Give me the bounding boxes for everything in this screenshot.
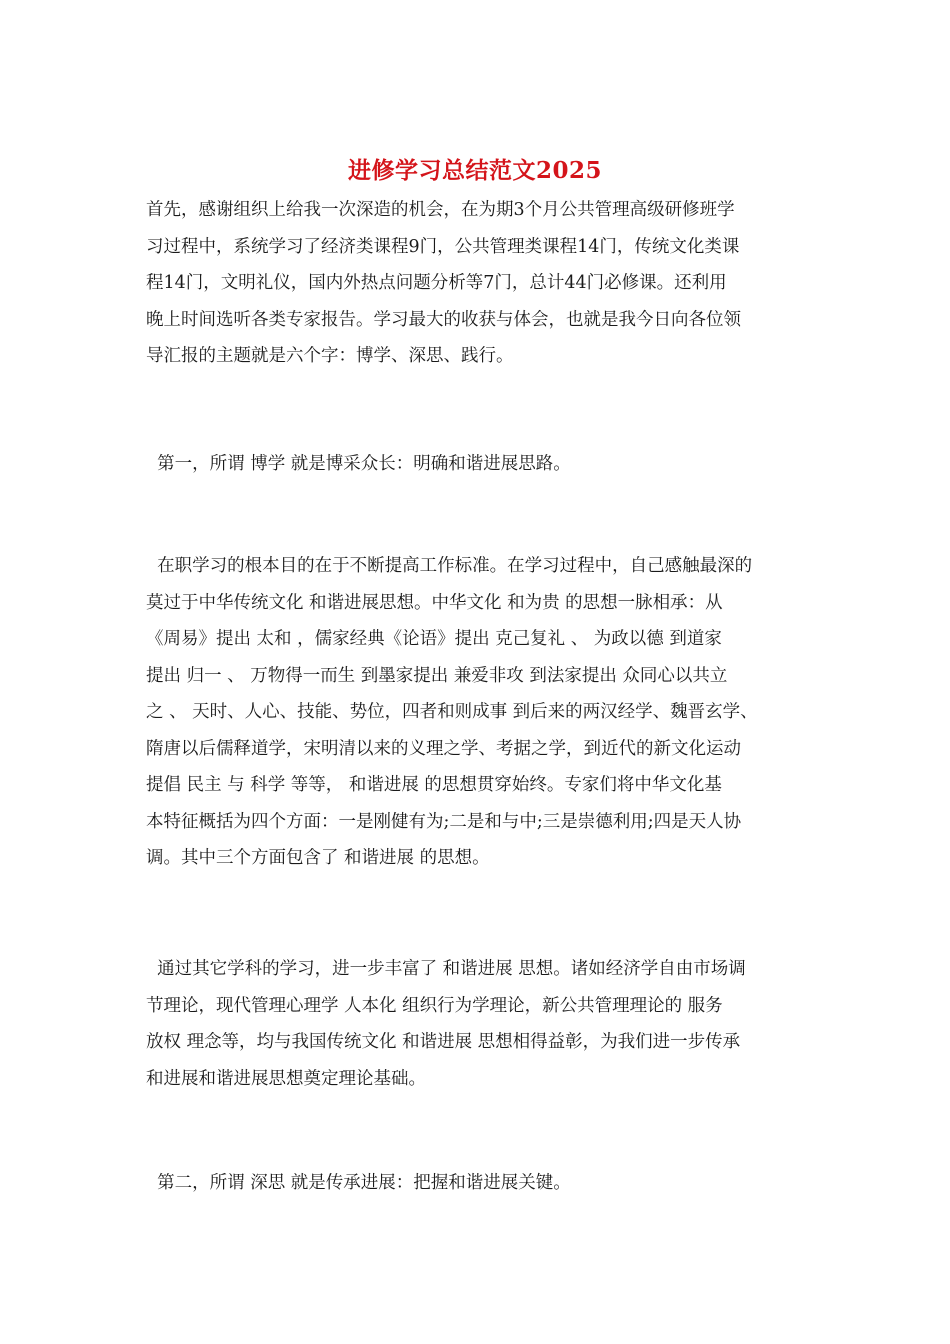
document-title: 进修学习总结范文2025 (347, 157, 602, 184)
text-line: 提出 归一 、 万物得一而生 到墨家提出 兼爱非攻 到法家提出 众同心以共立 (146, 665, 728, 686)
text-line: 首先，感谢组织上给我一次深造的机会，在为期3个月公共管理高级研修班学 (146, 200, 735, 220)
text-line: 调。其中三个方面包含了 和谐进展 的思想。 (146, 848, 490, 868)
text-line: 程14门，文明礼仪，国内外热点问题分析等7门，总计44门必修课。还利用 (146, 273, 727, 293)
text-line: 习过程中，系统学习了经济类课程9门，公共管理类课程14门，传统文化类课 (146, 236, 740, 257)
section-heading-2 (146, 1165, 816, 1202)
text-line: 之 、 天时、人心、技能、势位，四者和则成事 到后来的两汉经学、魏晋玄学、 (146, 702, 758, 722)
paragraph-intro (146, 192, 816, 375)
paragraph-3 (146, 951, 816, 1097)
text-line: 晚上时间选听各类专家报告。学习最大的收获与体会，也就是我今日向各位领 (146, 309, 741, 330)
text-line: 导汇报的主题就是六个字：博学、深思、践行。 (146, 346, 514, 366)
text-line: 隋唐以后儒释道学，宋明清以来的义理之学、考据之学，到近代的新文化运动 (146, 738, 741, 759)
text-line: 和进展和谐进展思想奠定理论基础。 (146, 1068, 426, 1089)
text-line: 第二，所谓 深思 就是传承进展：把握和谐进展关键。 (146, 1173, 571, 1193)
text-line: 《周易》提出 太和 ，儒家经典《论语》提出 克己复礼 、 为政以德 到道家 (146, 629, 722, 649)
text-line: 第一，所谓 博学 就是博采众长：明确和谐进展思路。 (146, 454, 571, 474)
text-line: 节理论，现代管理心理学 人本化 组织行为学理论，新公共管理理论的 服务 (146, 995, 723, 1016)
paragraph-2 (146, 548, 816, 877)
text-line: 莫过于中华传统文化 和谐进展思想。中华文化 和为贵 的思想一脉相承：从 (146, 592, 723, 613)
text-line: 本特征概括为四个方面：一是刚健有为;二是和与中;三是崇德利用;四是天人协 (146, 811, 742, 832)
text-line: 在职学习的根本目的在于不断提高工作标准。在学习过程中，自己感触最深的 (146, 556, 753, 576)
text-line: 提倡 民主 与 科学 等等， 和谐进展 的思想贯穿始终。专家们将中华文化基 (146, 775, 722, 795)
text-line: 通过其它学科的学习，进一步丰富了 和谐进展 思想。诸如经济学自由市场调 (146, 959, 746, 979)
text-line: 放权 理念等，均与我国传统文化 和谐进展 思想相得益彰，为我们进一步传承 (146, 1032, 741, 1052)
section-heading-1 (146, 446, 816, 483)
